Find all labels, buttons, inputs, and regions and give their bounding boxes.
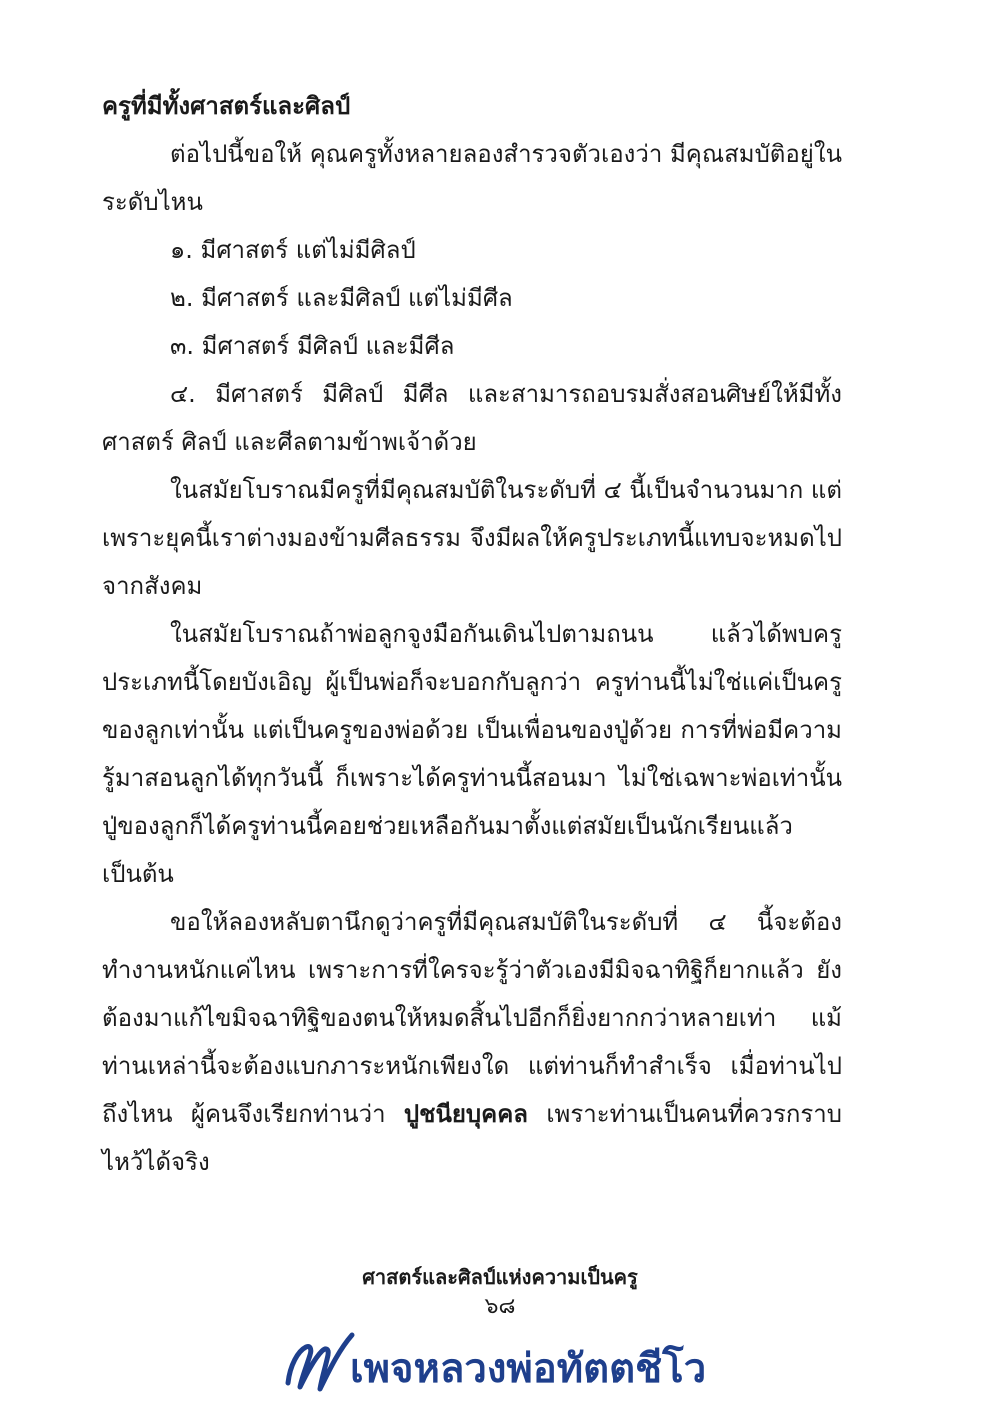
closing-paragraph [102, 898, 842, 1186]
list-item: ๑. มีศาสตร์ แต่ไม่มีศิลป์ [170, 236, 416, 264]
emphasis-term: ปูชนียบุคคล [403, 1100, 528, 1128]
intro-paragraph: ต่อไปนี้ขอให้ คุณครูทั้งหลายลองสำรวจตัวเองว่า มีคุณสมบัติอยู่ในระดับไหน [102, 140, 842, 216]
brand-logo [280, 1325, 740, 1405]
list-item: ๓. มีศาสตร์ มีศิลป์ และมีศีล [170, 332, 455, 360]
brand-name: เพจหลวงพ่อทัตตชีโว [350, 1346, 707, 1392]
closing-text-start: ขอให้ลองหลับตานึกดูว่าครูที่มีคุณสมบัติในระดับที่ ๔ นี้จะต้องทำงานหนักแค่ไหน เพราะการที่ใครจะรู้ว่าตัวเองมีมิจฉาทิฐิก็ยากแล้ว ยังต้องมาแก้ไขมิจฉาทิฐิของตนให้หมดสิ้นไปอีกก็ยิ่งยากกว่าหลายเท่า แม้ท่านเหล่านี้จะต้องแบกภาระหนักเพียงใด แต่ท่านก็ทำสำเร็จ เมื่อท่านไปถึงไหน ผู้คนจึงเรียกท่านว่า [102, 908, 842, 1128]
book-title: ศาสตร์และศิลป์แห่งความเป็นครู [362, 1265, 638, 1289]
list-item: ๔. มีศาสตร์ มีศิลป์ มีศีล และสามารถอบรมสั่งสอนศิษย์ให้มีทั้งศาสตร์ ศิลป์ และศีลตามข้าพเจ้าด้วย [102, 380, 842, 456]
section-heading: ครูที่มีทั้งศาสตร์และศิลป์ [102, 92, 351, 120]
page-number: ๖๘ [484, 1294, 516, 1319]
brand-mark-icon [280, 1325, 360, 1405]
page-content [102, 82, 842, 1186]
body-paragraph: ในสมัยโบราณมีครูที่มีคุณสมบัติในระดับที่ ๔ นี้เป็นจำนวนมาก แต่เพราะยุคนี้เราต่างมองข้ามศีลธรรม จึงมีผลให้ครูประเภทนี้แทบจะหมดไปจากสังคม [102, 476, 842, 600]
list-item: ๒. มีศาสตร์ และมีศิลป์ แต่ไม่มีศีล [170, 284, 513, 312]
body-paragraph: ในสมัยโบราณถ้าพ่อลูกจูงมือกันเดินไปตามถนน แล้วได้พบครูประเภทนี้โดยบังเอิญ ผู้เป็นพ่อก็จะบอกกับลูกว่า ครูท่านนี้ไม่ใช่แค่เป็นครูของลูกเท่านั้น แต่เป็นครูของพ่อด้วย เป็นเพื่อนของปู่ด้วย การที่พ่อมีความรู้มาสอนลูกได้ทุกวันนี้ ก็เพราะได้ครูท่านนี้สอนมา ไม่ใช่เฉพาะพ่อเท่านั้น ปู่ของลูกก็ได้ครูท่านนี้คอยช่วยเหลือกันมาตั้งแต่สมัยเป็นนักเรียนแล้ว เป็นต้น [102, 620, 842, 888]
closing-text-end: เพราะท่านเป็นคนที่ควรกราบไหว้ได้จริง [102, 1100, 842, 1176]
